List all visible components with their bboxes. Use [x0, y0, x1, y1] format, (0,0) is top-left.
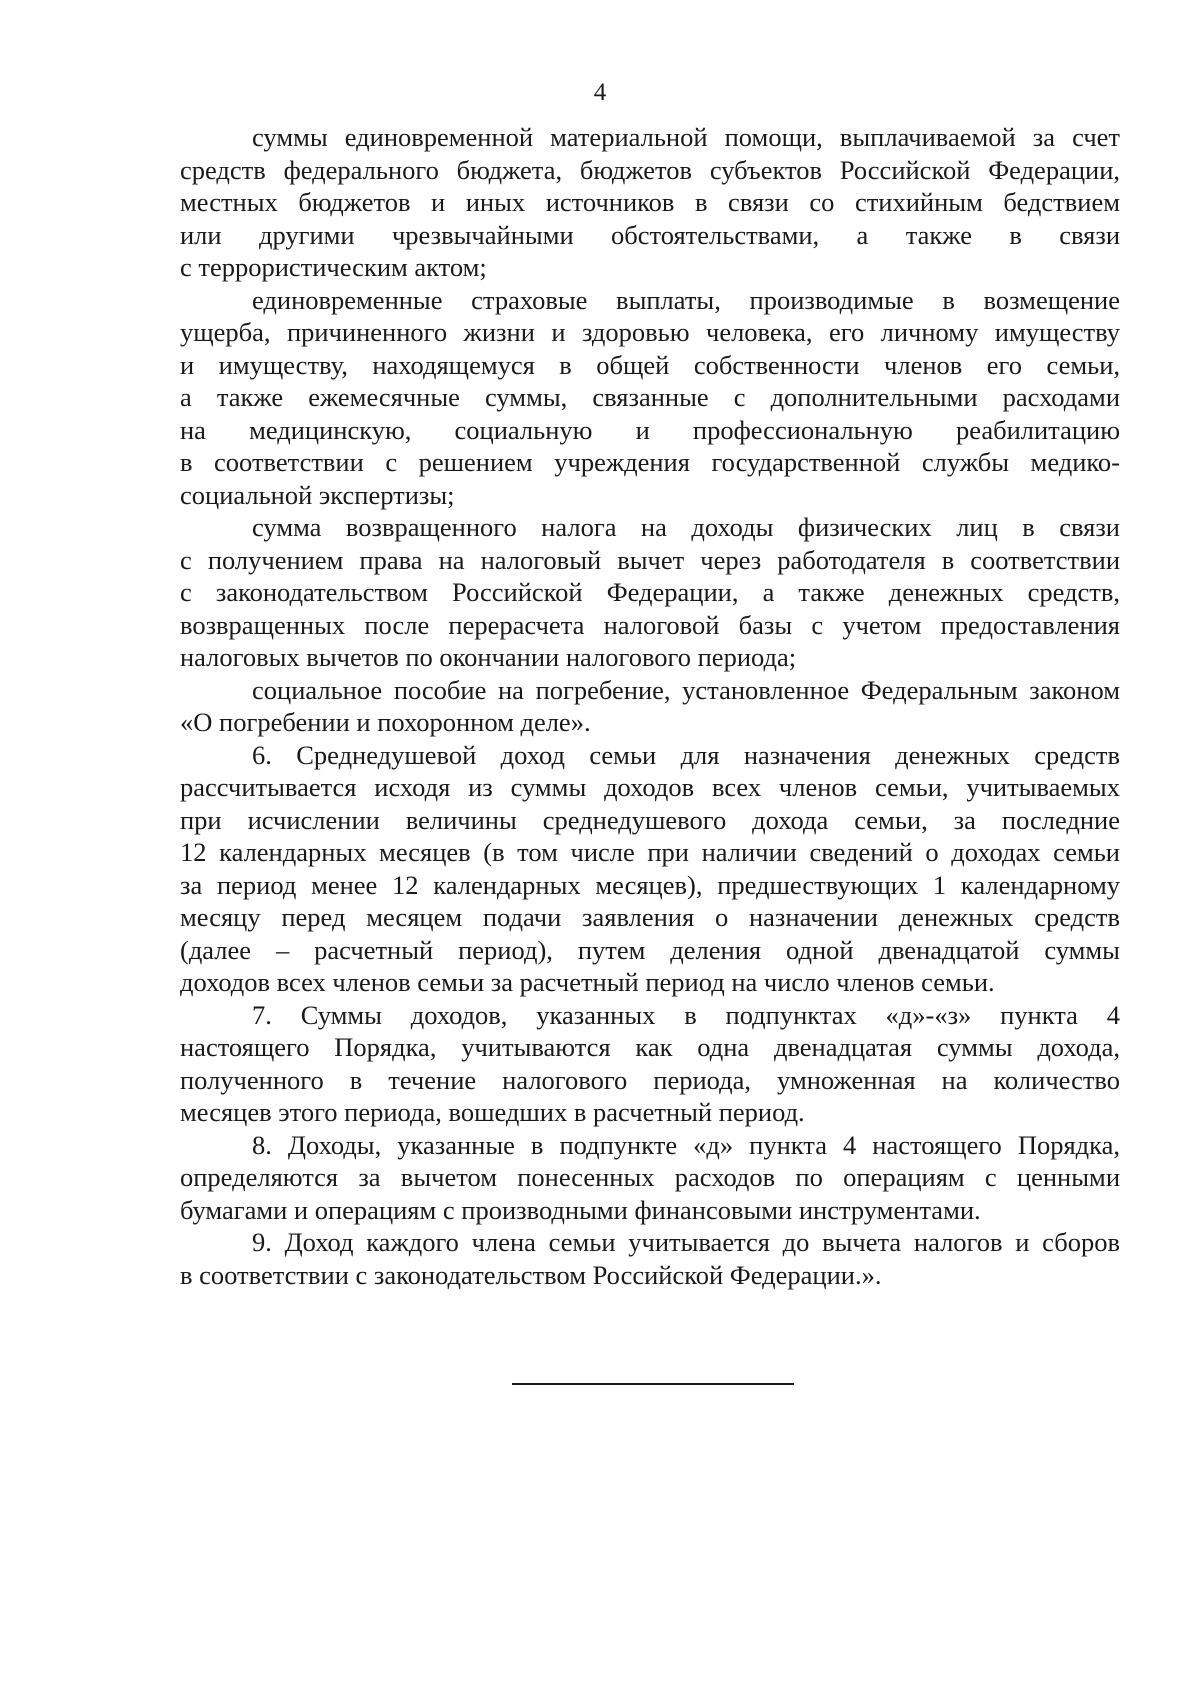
- text-line: а также ежемесячные суммы, связанные с дополнительными расходами: [180, 382, 1120, 412]
- page-number: 4: [593, 79, 607, 106]
- paragraph-item-8: [180, 1129, 1120, 1227]
- text-line: налоговых вычетов по окончании налогового периода;: [180, 642, 797, 672]
- text-line: с террористическим актом;: [180, 252, 487, 282]
- end-of-document-rule: [512, 1383, 794, 1385]
- text-line: или другими чрезвычайными обстоятельствами, а также в связи: [180, 219, 1120, 250]
- text-line: «О погребении и похоронном деле».: [180, 707, 591, 737]
- text-line: с законодательством Российской Федерации, а также денежных средств,: [180, 577, 1120, 607]
- text-line: на медицинскую, социальную и профессиональную реабилитацию: [180, 414, 1120, 445]
- text-line: при исчислении величины среднедушевого дохода семьи, за последние: [180, 804, 1120, 835]
- paragraph-insurance-payments: [180, 284, 1120, 512]
- text-line: в соответствии с решением учреждения государственной службы медико-: [180, 447, 1120, 477]
- paragraph-item-6: [180, 739, 1120, 999]
- text-line: с получением права на налоговый вычет через работодателя в соответствии: [180, 544, 1120, 575]
- text-line: социальное пособие на погребение, установленное Федеральным законом: [252, 674, 1120, 705]
- text-line: (далее – расчетный период), путем деления одной двенадцатой суммы: [180, 934, 1120, 965]
- text-line: месяцев этого периода, вошедших в расчетный период.: [180, 1097, 805, 1127]
- text-line: 12 календарных месяцев (в том числе при наличии сведений о доходах семьи: [180, 837, 1120, 867]
- paragraph-item-7: [180, 999, 1120, 1129]
- text-line: возвращенных после перерасчета налоговой базы с учетом предоставления: [180, 609, 1120, 640]
- text-line: местных бюджетов и иных источников в связи со стихийным бедствием: [180, 187, 1120, 217]
- text-line: и имуществу, находящемуся в общей собственности членов его семьи,: [180, 349, 1120, 380]
- paragraph-item-9: [180, 1226, 1120, 1291]
- text-line: доходов всех членов семьи за расчетный период на число членов семьи.: [180, 967, 995, 997]
- text-line: 9. Доход каждого члена семьи учитывается до вычета налогов и сборов: [252, 1227, 1120, 1257]
- text-line: сумма возвращенного налога на доходы физических лиц в связи: [252, 512, 1120, 542]
- paragraph-material-aid: [180, 121, 1120, 284]
- text-line: бумагами и операциям с производными финансовыми инструментами.: [180, 1194, 981, 1225]
- text-line: в соответствии с законодательством Российской Федерации.».: [180, 1259, 882, 1290]
- text-line: суммы единовременной материальной помощи, выплачиваемой за счет: [252, 122, 1120, 152]
- text-line: месяцу перед месяцем подачи заявления о назначении денежных средств: [180, 902, 1120, 932]
- text-line: 7. Суммы доходов, указанных в подпунктах «д»-«з» пункта 4: [252, 999, 1120, 1030]
- text-line: ущерба, причиненного жизни и здоровью человека, его личному имуществу: [180, 317, 1120, 347]
- text-line: за период менее 12 календарных месяцев), предшествующих 1 календарному: [180, 869, 1120, 900]
- paragraph-returned-tax: [180, 511, 1120, 674]
- text-line: 6. Среднедушевой доход семьи для назначения денежных средств: [252, 739, 1120, 770]
- text-line: единовременные страховые выплаты, производимые в возмещение: [252, 284, 1120, 315]
- text-line: определяются за вычетом понесенных расходов по операциям с ценными: [180, 1162, 1120, 1192]
- paragraph-burial-allowance: [180, 674, 1120, 739]
- text-line: рассчитывается исходя из суммы доходов всех членов семьи, учитываемых: [180, 772, 1120, 802]
- text-line: полученного в течение налогового периода, умноженная на количество: [180, 1064, 1120, 1095]
- text-line: настоящего Порядка, учитываются как одна двенадцатая суммы дохода,: [180, 1032, 1120, 1062]
- text-line: средств федерального бюджета, бюджетов субъектов Российской Федерации,: [180, 154, 1120, 185]
- document-body: [180, 121, 1120, 1291]
- text-line: социальной экспертизы;: [180, 479, 455, 510]
- text-line: 8. Доходы, указанные в подпункте «д» пункта 4 настоящего Порядка,: [252, 1129, 1120, 1160]
